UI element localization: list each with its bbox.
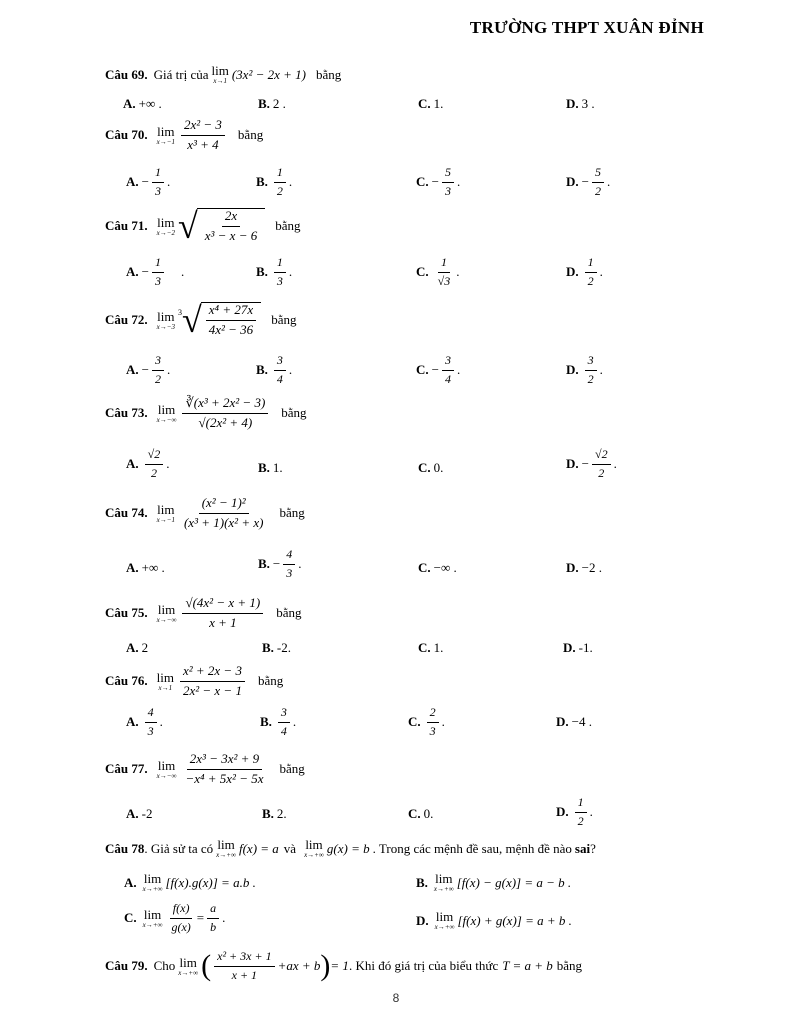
root-index: 3 xyxy=(177,308,182,317)
option-b: B. $\frac{3}{4}$ . xyxy=(256,353,293,386)
fraction: $\frac{\text{2x² − 3}}{\text{x³ + 4}}$ xyxy=(181,118,225,153)
question-label: Câu 76. xyxy=(105,673,148,689)
option-a: A. +∞ . xyxy=(126,560,165,575)
word-bang: bằng xyxy=(315,66,342,82)
linear-term: +ax + b xyxy=(277,958,321,974)
question-label: Câu 70. xyxy=(105,127,148,143)
question-70 xyxy=(105,118,263,153)
limit: lim x→−∞ xyxy=(156,757,177,780)
question-label: Câu 71. xyxy=(105,218,148,233)
equals-one: = 1 xyxy=(330,958,349,974)
question-text: . Khi đó giá trị của biểu thức xyxy=(348,958,499,974)
option-a: A. − $\frac{1}{3}$ . xyxy=(126,165,171,198)
limit: lim x→−2 xyxy=(156,214,175,237)
option-b: B. $\frac{1}{2}$ . xyxy=(256,165,293,198)
fraction: $\frac{\text{∛(x³ + 2x² − 3)}}{\text{√(2x² + 4)}}$ xyxy=(182,396,268,431)
square-root: √ $\frac{2x}{\text{x³ − x − 6}}$ xyxy=(178,208,265,244)
option-d: D. lim x→+∞ [f(x) + g(x)] = a + b . xyxy=(416,909,572,931)
option-d: D. -1. xyxy=(563,640,593,655)
question-71 xyxy=(105,208,301,244)
option-b: B. 1. xyxy=(258,460,283,475)
question-text: . Trong các mệnh đề sau, mệnh đề nào xyxy=(372,840,572,856)
question-label: Câu 74. xyxy=(105,505,148,521)
question-74 xyxy=(105,496,305,531)
limit: lim x→+∞ xyxy=(178,954,199,977)
question-prefix: Giá trị của xyxy=(153,66,209,82)
limit: lim x→−∞ xyxy=(156,601,177,624)
word-bang: bằng xyxy=(271,312,297,327)
limit: lim x→−∞ xyxy=(156,401,177,424)
option-d: D. $\frac{1}{2}$ . xyxy=(556,795,593,828)
question-72 xyxy=(105,302,296,338)
option-a: A. lim x→+∞ [f(x).g(x)] = a.b . xyxy=(124,871,256,893)
question-text: Giả sử ta có xyxy=(150,840,214,856)
question-76 xyxy=(105,664,283,699)
option-a: A. − $\frac{1}{3}$ . xyxy=(126,255,185,288)
f-limit-expression: f(x) = a xyxy=(238,840,279,856)
option-b: B. 2 . xyxy=(258,96,286,111)
word-bang: bằng xyxy=(279,505,305,521)
option-c: C. 0. xyxy=(418,460,444,475)
g-limit-expression: g(x) = b xyxy=(326,840,370,856)
question-label: Câu 79. xyxy=(105,958,148,974)
question-label: Câu 69. xyxy=(105,66,148,82)
word-bang: bằng xyxy=(279,761,305,777)
option-b: B. lim x→+∞ [f(x) − g(x)] = a − b . xyxy=(416,871,572,893)
limit: lim x→−1 xyxy=(156,123,175,146)
option-c: C. −∞ . xyxy=(418,560,457,575)
expression: (3x² − 2x + 1) xyxy=(231,66,306,82)
option-d: D. $\frac{3}{2}$ . xyxy=(566,353,603,386)
option-d: D. $\frac{1}{2}$ . xyxy=(566,255,603,288)
question-label: Câu 75. xyxy=(105,605,148,621)
expression-t: T = a + b xyxy=(502,958,553,974)
limit: lim x→+∞ xyxy=(216,837,236,859)
page-number: 8 xyxy=(392,991,400,1005)
emphasis-false: sai xyxy=(574,840,591,856)
option-b: B. $\frac{3}{4}$ . xyxy=(260,705,297,738)
option-c: C. − $\frac{5}{3}$ . xyxy=(416,165,461,198)
question-label: Câu 78 xyxy=(105,840,145,856)
word-bang: bằng xyxy=(237,127,264,143)
option-a: A. − $\frac{3}{2}$ . xyxy=(126,353,171,386)
option-b: B. $\frac{1}{3}$ . xyxy=(256,255,293,288)
question-label: Câu 77. xyxy=(105,761,148,777)
option-d: D. 3 . xyxy=(566,96,595,111)
fraction: $\frac{\text{(x² − 1)²}}{\text{(x³ + 1)(x² + x)}}$ xyxy=(183,495,264,530)
question-label: Câu 72. xyxy=(105,312,148,327)
fraction: $\frac{\text{2x³ − 3x² + 9}}{\text{−x⁴ + 5x² − 5x}}$ xyxy=(185,751,264,786)
word-bang: bằng xyxy=(257,673,284,689)
option-c: C. 0. xyxy=(408,806,434,821)
word-bang: bằng xyxy=(556,958,583,974)
option-b: B. 2. xyxy=(262,806,287,821)
option-c: C. 1. xyxy=(418,96,444,111)
cube-root: √ $\frac{\text{x⁴ + 27x}}{\text{4x² − 36}}$ xyxy=(182,302,261,338)
option-d: D. −4 . xyxy=(556,714,592,729)
word-bang: bằng xyxy=(276,605,302,621)
question-73 xyxy=(105,396,307,431)
question-79: Câu 79. Cho lim x→+∞ ( $\frac{\text{x² + 3x + 1}}{x + 1}$ +ax + b ) = 1 . Khi đó giá trị của biểu thức T = a + b bằng xyxy=(105,949,583,983)
option-c: C. − $\frac{3}{4}$ . xyxy=(416,353,461,386)
limit: lim x→+∞ xyxy=(304,837,324,859)
option-d: D. − $\frac{5}{2}$ . xyxy=(566,165,611,198)
fraction: $\frac{\text{x² + 2x − 3}}{\text{2x² − x − 1}}$ xyxy=(180,664,245,699)
fraction: $\frac{\text{x² + 3x + 1}}{x + 1}$ xyxy=(214,950,274,983)
option-d: D. −2 . xyxy=(566,560,602,575)
word-bang: bằng xyxy=(281,405,307,421)
limit: lim x→−1 xyxy=(156,501,175,524)
question-mark: ? xyxy=(590,840,596,856)
option-a: A. -2 xyxy=(126,806,153,821)
question-69 xyxy=(105,64,341,85)
option-a: A. $\frac{4}{3}$ . xyxy=(126,705,163,738)
word-and: và xyxy=(283,840,297,856)
limit: lim x→1 xyxy=(211,63,229,85)
option-d: D. − $\frac{√2}{2}$ . xyxy=(566,447,617,480)
option-a: A. $\frac{√2}{2}$ . xyxy=(126,447,170,480)
option-a: A. 2 xyxy=(126,640,149,655)
question-label: Câu 73. xyxy=(105,405,148,421)
option-a: A. +∞ . xyxy=(123,96,162,111)
question-75 xyxy=(105,596,302,631)
question-77 xyxy=(105,752,305,787)
option-c: C. lim x→+∞ $\frac{f(x)}{g(x)}$ = $\frac{a}{b}$ . xyxy=(124,901,226,934)
option-c: C. 1. xyxy=(418,640,444,655)
option-c: C. $\frac{2}{3}$ . xyxy=(408,705,445,738)
question-78: Câu 78 . Giả sử ta có lim x→+∞ f(x) = a và lim x→+∞ g(x) = b . Trong các mệnh đề sau, mệnh đề nào sai ? xyxy=(105,837,596,859)
option-b: B. − $\frac{4}{3}$ . xyxy=(258,547,302,580)
limit: lim x→1 xyxy=(156,669,174,692)
fraction: $\frac{\text{√(4x² − x + 1)}}{x + 1}$ xyxy=(182,596,263,631)
option-c: C. $\frac{1}{√3}$ . xyxy=(416,255,460,288)
word-bang: bằng xyxy=(275,218,301,233)
limit: lim x→−3 xyxy=(156,308,175,331)
question-text: Cho xyxy=(153,958,176,974)
school-header: TRƯỜNG THPT XUÂN ĐỈNH xyxy=(469,18,704,37)
option-b: B. -2. xyxy=(262,640,292,655)
